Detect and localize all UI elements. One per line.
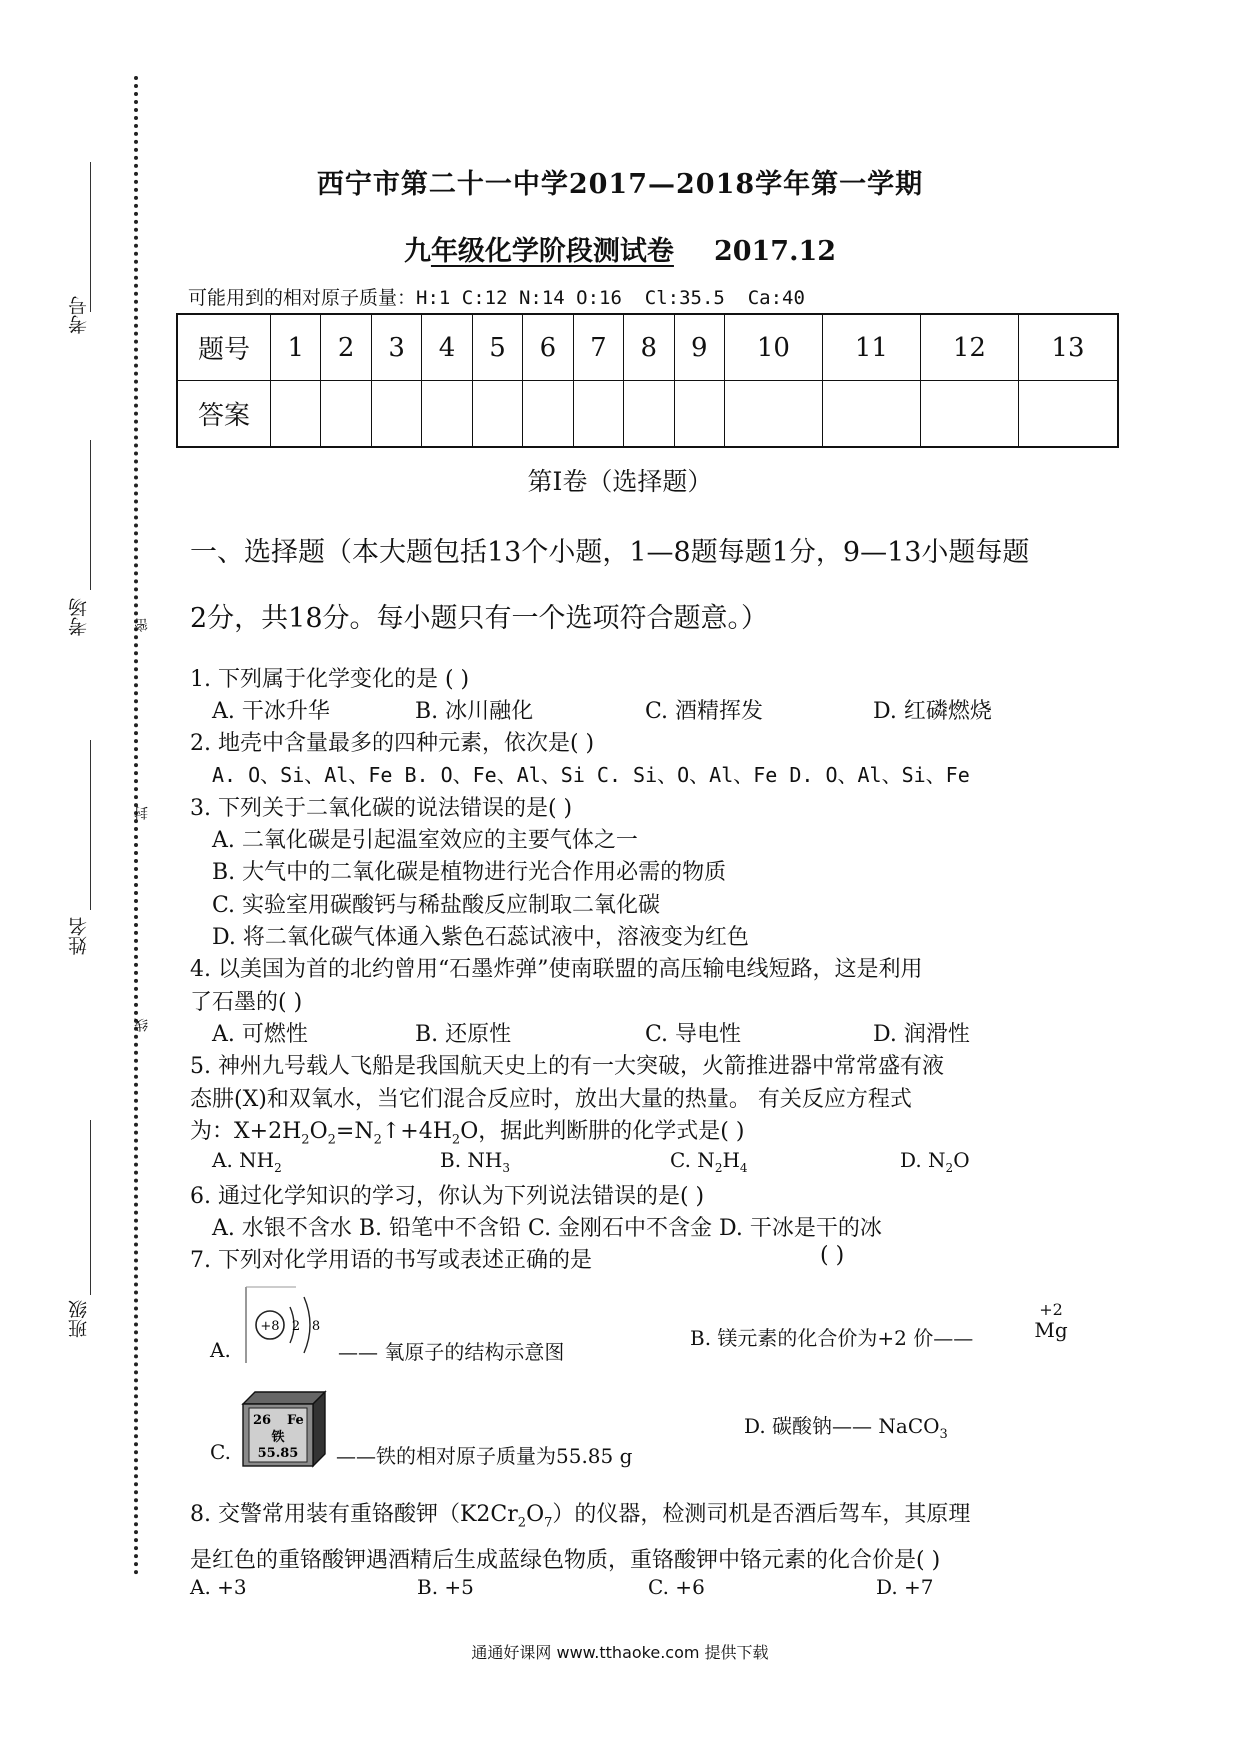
q5-option-b: B. $NH_3$ <box>440 1148 510 1175</box>
q5-option-d: D. $N_2O$ <box>900 1148 970 1175</box>
answer-table <box>176 313 1119 448</box>
q5-stem-line2: 态肼(X)和双氧水，当它们混合反应时，放出大量的热量。 有关反应方程式 <box>190 1087 912 1112</box>
row-label-answer: 答案 <box>177 381 271 448</box>
q8-option-c: C. +6 <box>648 1575 705 1599</box>
question-number: 12 <box>920 314 1018 381</box>
atomic-number: 26 <box>253 1413 272 1428</box>
element-name: 铁 <box>271 1430 285 1445</box>
question-number: 2 <box>321 314 371 381</box>
class-line <box>90 1120 91 1295</box>
q8-option-d: D. +7 <box>876 1575 934 1599</box>
q7-a-label: A. <box>210 1338 231 1362</box>
q7-d-text: D. 碳酸钠—— NaCO$_3$ <box>744 1414 948 1442</box>
answer-row <box>177 381 1118 448</box>
q4-stem-line1: 4. 以美国为首的北约曾用“石墨炸弹”使南联盟的高压输电线短路，这是利用 <box>190 957 923 982</box>
answer-cell[interactable] <box>624 381 674 448</box>
question-number: 1 <box>271 314 321 381</box>
q5-equation-end: ，据此判断肼的化学式是( ) <box>478 1119 745 1144</box>
question-number: 5 <box>472 314 522 381</box>
q5-stem-line1: 5. 神州九号载人飞船是我国航天史上的有一大突破，火箭推进器中常常盛有液 <box>190 1054 944 1079</box>
q7-stem: 7. 下列对化学用语的书写或表述正确的是 <box>190 1248 592 1273</box>
question-number: 4 <box>422 314 472 381</box>
exam-title-line2 <box>0 229 1240 268</box>
row-label-number: 题号 <box>177 314 271 381</box>
exam-no-label: 考号 <box>68 296 90 334</box>
q7-a-text: —— 氧原子的结构示意图 <box>338 1340 565 1364</box>
q7-b-text: B. 镁元素的化合价为+2 价—— <box>690 1326 974 1350</box>
section-heading-line1: 一、选择题（本大题包括13个小题，1—8题每题1分，9—13小题每题 <box>190 537 1030 568</box>
q2-stem: 2. 地壳中含量最多的四种元素，依次是( ) <box>190 731 595 756</box>
q3-option-d: D. 将二氧化碳气体通入紫色石蕊试液中，溶液变为红色 <box>212 925 749 950</box>
iron-element-cell <box>235 1390 335 1468</box>
q8-option-b: B. +5 <box>417 1575 474 1599</box>
q7-paren: ( ) <box>820 1243 845 1268</box>
answer-cell[interactable] <box>1018 381 1118 448</box>
q8-stem-line2: 是红色的重铬酸钾遇酒精后生成蓝绿色物质，重铬酸钾中铬元素的化合价是( ) <box>190 1548 941 1573</box>
answer-cell[interactable] <box>674 381 724 448</box>
element-symbol: Fe <box>287 1413 304 1428</box>
q6-stem: 6. 通过化学知识的学习，你认为下列说法错误的是( ) <box>190 1184 705 1209</box>
seal-char-2: 封 <box>134 806 150 820</box>
q7-b-symbol: Mg <box>1034 1318 1068 1342</box>
q2-options: A. O、Si、Al、Fe B. O、Fe、Al、Si C. Si、O、Al、Fe D. O、Al、Si、Fe <box>212 763 970 787</box>
q3-option-a: A. 二氧化碳是引起温室效应的主要气体之一 <box>212 828 638 853</box>
q7-c-text: ——铁的相对原子质量为55.85 g <box>336 1444 633 1468</box>
seal-char-1: 密 <box>134 618 150 632</box>
binding-dotted-line <box>134 76 138 1576</box>
q8-option-a: A. +3 <box>190 1575 247 1599</box>
title-date: 2017.12 <box>713 236 837 267</box>
q6-options: A. 水银不含水 B. 铅笔中不含铅 C. 金刚石中不含金 D. 干冰是干的冰 <box>212 1216 882 1241</box>
title-grade: 九 <box>403 236 431 267</box>
q4-option-d: D. 润滑性 <box>873 1022 970 1047</box>
oxygen-atom-diagram <box>236 1285 336 1365</box>
footer-text: 通通好课网 www.tthaoke.com 提供下载 <box>471 1643 769 1662</box>
shell-2-electrons: 8 <box>311 1319 321 1334</box>
class-label: 班级 <box>68 1300 90 1338</box>
answer-cell[interactable] <box>472 381 522 448</box>
question-number: 8 <box>624 314 674 381</box>
q7-b-valence: +2 <box>1039 1300 1063 1319</box>
question-number: 13 <box>1018 314 1118 381</box>
answer-cell[interactable] <box>422 381 472 448</box>
shell-1-electrons: 2 <box>291 1319 301 1334</box>
title-subject: 年级化学阶段测试卷 <box>430 236 674 267</box>
number-row <box>177 314 1118 381</box>
atomic-masses: 可能用到的相对原子质量：H:1 C:12 N:14 O:16 Cl:35.5 Ca:40 <box>188 287 805 309</box>
exam-title-line1: 西宁市第二十一中学2017—2018学年第一学期 <box>316 169 924 200</box>
q7-c-label: C. <box>210 1440 231 1464</box>
question-number: 9 <box>674 314 724 381</box>
answer-cell[interactable] <box>573 381 623 448</box>
answer-cell[interactable] <box>321 381 371 448</box>
q1-option-d: D. 红磷燃烧 <box>873 699 992 724</box>
q1-option-c: C. 酒精挥发 <box>645 699 764 724</box>
q5-equation-start: 为：X+2H <box>190 1119 302 1144</box>
name-line <box>90 740 91 910</box>
atomic-mass: 55.85 <box>257 1446 299 1461</box>
q5-option-a: A. $NH_2$ <box>212 1148 282 1175</box>
question-number: 11 <box>822 314 920 381</box>
question-number: 6 <box>523 314 573 381</box>
q3-stem: 3. 下列关于二氧化碳的说法错误的是( ) <box>190 796 573 821</box>
q1-option-a: A. 干冰升华 <box>212 699 330 724</box>
q1-stem: 1. 下列属于化学变化的是 ( ) <box>190 667 470 692</box>
q8-stem-line1: 8. 交警常用装有重铬酸钾$(K2Cr_2O_7)$的仪器，检测司机是否酒后驾车，其原理 <box>190 1502 971 1531</box>
answer-cell[interactable] <box>724 381 822 448</box>
answer-cell[interactable] <box>822 381 920 448</box>
question-number: 10 <box>724 314 822 381</box>
answer-cell[interactable] <box>271 381 321 448</box>
nucleus-charge: +8 <box>260 1319 280 1334</box>
answer-cell[interactable] <box>371 381 421 448</box>
q4-stem-line2: 了石墨的( ) <box>190 990 303 1015</box>
q1-option-b: B. 冰川融化 <box>415 699 534 724</box>
name-label: 姓名 <box>68 917 90 955</box>
q3-option-c: C. 实验室用碳酸钙与稀盐酸反应制取二氧化碳 <box>212 893 661 918</box>
q4-option-b: B. 还原性 <box>415 1022 512 1047</box>
q3-option-b: B. 大气中的二氧化碳是植物进行光合作用必需的物质 <box>212 860 727 885</box>
seal-char-3: 线 <box>134 1018 150 1032</box>
q5-stem-line3: 为：$X+2H_2O_2=N_2↑+4H_2O$，据此判断肼的化学式是( ) <box>190 1119 745 1148</box>
question-number: 3 <box>371 314 421 381</box>
answer-cell[interactable] <box>523 381 573 448</box>
answer-cell[interactable] <box>920 381 1018 448</box>
q4-option-a: A. 可燃性 <box>212 1022 308 1047</box>
room-label: 考场 <box>68 598 90 636</box>
section-title: 第Ⅰ卷（选择题） <box>527 467 713 496</box>
q5-option-c: C. $N_2H_4$ <box>670 1148 748 1175</box>
q4-option-c: C. 导电性 <box>645 1022 742 1047</box>
question-number: 7 <box>573 314 623 381</box>
section-heading-line2: 2分，共18分。每小题只有一个选项符合题意。） <box>190 603 769 634</box>
